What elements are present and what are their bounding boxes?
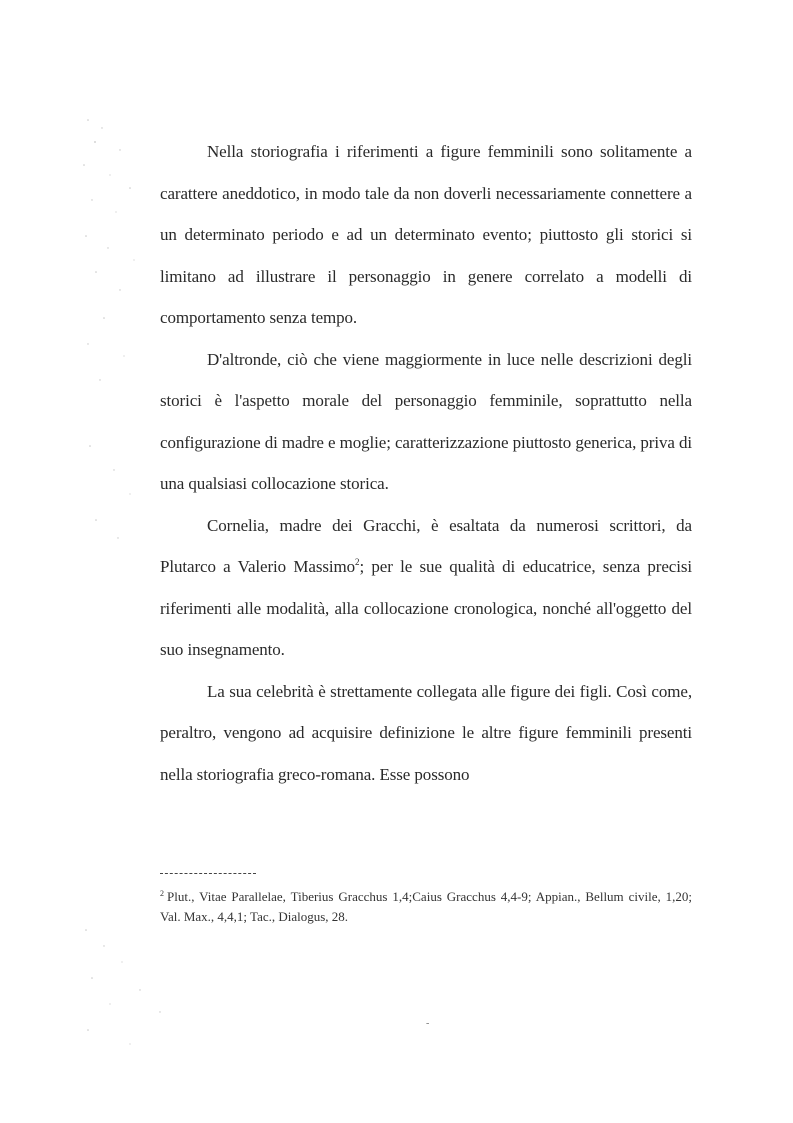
footnote-separator xyxy=(160,873,256,874)
paragraph-3-part-2: ; per le sue qualità di educatrice, senza precisi riferimenti alle modalità, alla collocazione cronologica, nonché all'oggetto del suo insegnamento. xyxy=(160,557,692,659)
footnote xyxy=(160,884,692,927)
paragraph-3-part-1: Cornelia, madre dei Gracchi, è esaltata da numerosi scrittori, da Plutarco a Valerio Massimo xyxy=(160,515,692,576)
footnote-text: Plut., Vitae Parallelae, Tiberius Gracchus 1,4;Caius Gracchus 4,4-9; Appian., Bellum civile, 1,20; Val. Max., 4,4,1; Tac., Dialogus, 28. xyxy=(160,889,692,924)
page-mark: - xyxy=(426,1018,430,1029)
paragraph-3 xyxy=(160,505,692,671)
paragraph-4: La sua celebrità è strettamente collegata alle figure dei figli. Così come, peraltro, vengono ad acquisire definizione le altre figure femminili presenti nella storiografia greco-romana. Esse possono xyxy=(160,681,692,784)
footnote-reference: 2 xyxy=(355,557,360,567)
footnote-number: 2 xyxy=(160,889,164,898)
body-text xyxy=(160,131,692,795)
paragraph-2: D'altronde, ciò che viene maggiormente in luce nelle descrizioni degli storici è l'aspetto morale del personaggio femminile, soprattutto nella configurazione di madre e moglie; caratterizzazione piuttosto generica, priva di una qualsiasi collocazione storica. xyxy=(160,349,692,493)
paragraph-1: Nella storiografia i riferimenti a figure femminili sono solitamente a carattere aneddotico, in modo tale da non doverli necessariamente connettere a un determinato periodo e ad un determinato evento; piuttosto gli storici si limitano ad illustrare il personaggio in genere correlato a modelli di comportamento senza tempo. xyxy=(160,142,692,327)
